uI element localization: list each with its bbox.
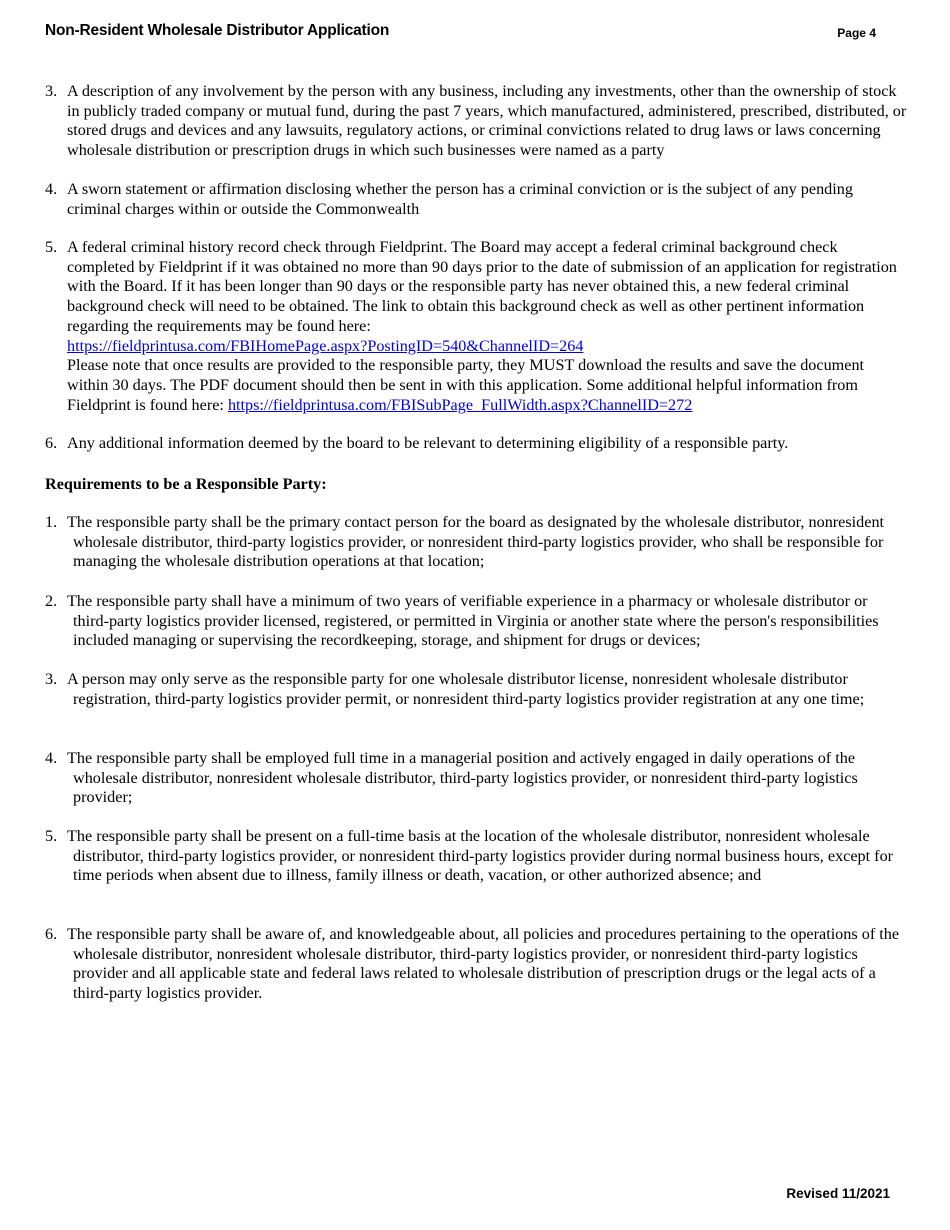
list-item [45,592,907,651]
document-title: Non-Resident Wholesale Distributor Application [45,22,390,39]
list-number: 6. [45,434,58,452]
list-text: A person may only serve as the responsible party for one wholesale distributor license, nonresident wholesale distributor registration, third-party logistics provider permit, or nonresident third-party logistics provider registration at any one time; [67,670,865,708]
list-number: 4. [45,180,58,198]
list-number: 2. [45,592,58,610]
list-item [45,82,907,161]
fieldprint-note-text: Please note that once results are provided to the responsible party, they MUST download the results and save the document within 30 days. The PDF document should then be sent in with this application. Some additional helpful information from Fieldprint is found here: [67,356,865,414]
list-item [45,513,907,572]
list-text: Any additional information deemed by the board to be relevant to determining eligibility of a responsible party. [67,434,789,452]
list-number: 3. [45,670,58,688]
list-item [45,827,907,886]
list-item [45,180,907,219]
list-number: 4. [45,749,58,767]
list-text: The responsible party shall be present on a full-time basis at the location of the wholesale distributor, nonresident wholesale distributor, third-party logistics provider, or nonresident third-party logistics provider during normal business hours, except for time periods when absent due to illness, family illness or death, vacation, or other authorized absence; and [67,827,894,885]
list-number: 6. [45,925,58,943]
list-item [45,925,907,1004]
list-number: 1. [45,513,58,531]
list-text: The responsible party shall be employed full time in a managerial position and actively engaged in daily operations of the wholesale distributor, nonresident wholesale distributor, third-party logistics provider, or nonresident third-party logistics provider; [67,749,858,807]
list-item [45,434,907,454]
list-text: A sworn statement or affirmation disclosing whether the person has a criminal conviction or is the subject of any pending criminal charges within or outside the Commonwealth [67,180,853,218]
list-text-block [45,238,907,415]
revision-date: Revised 11/2021 [786,1186,890,1201]
list-item [45,238,907,415]
fieldprint-link-homepage[interactable]: https://fieldprintusa.com/FBIHomePage.aspx?PostingID=540&ChannelID=264 [67,336,584,355]
fieldprint-link-subpage[interactable]: https://fieldprintusa.com/FBISubPage_FullWidth.aspx?ChannelID=272 [227,395,693,414]
list-item [45,670,907,709]
list-number: 5. [45,238,58,256]
list-number: 5. [45,827,58,845]
list-text: A description of any involvement by the person with any business, including any investments, other than the ownership of stock in publicly traded company or mutual fund, during the past 7 years, which manufactured, administered, prescribed, distributed, or stored drugs and devices and any lawsuits, regulatory actions, or criminal convictions related to drug laws or laws concerning wholesale distribution or prescription drugs in which such businesses were named as a party [67,82,907,160]
section-heading: Requirements to be a Responsible Party: [45,475,327,493]
list-item [45,749,907,808]
fieldprint-intro-text: A federal criminal history record check through Fieldprint. The Board may accept a federal criminal background check completed by Fieldprint if it was obtained no more than 90 days prior to the date of submission of an application for registration with the Board. If it has been longer than 90 days or the responsible party has never obtained this, a new federal criminal background check will need to be obtained. The link to obtain this background check as well as other pertinent information regarding the requirements may be found here: [67,238,897,335]
page-number: Page 4 [837,26,876,40]
list-text: The responsible party shall be the primary contact person for the board as designated by the wholesale distributor, nonresident wholesale distributor, third-party logistics provider, or nonresident third-party logistics provider, who shall be responsible for managing the wholesale distribution operations at that location; [67,513,885,571]
list-text: The responsible party shall have a minimum of two years of verifiable experience in a pharmacy or wholesale distributor or third-party logistics provider licensed, registered, or permitted in Virginia or another state where the person's responsibilities included managing or supervising the recordkeeping, storage, and shipment for drugs or devices; [67,592,879,650]
list-number: 3. [45,82,58,100]
list-text: The responsible party shall be aware of, and knowledgeable about, all policies and procedures pertaining to the operations of the wholesale distributor, nonresident wholesale distributor, third-party logistics provider, or nonresident third-party logistics provider and all applicable state and federal laws related to wholesale distribution of prescription drugs or the legal acts of a third-party logistics provider. [67,925,900,1003]
